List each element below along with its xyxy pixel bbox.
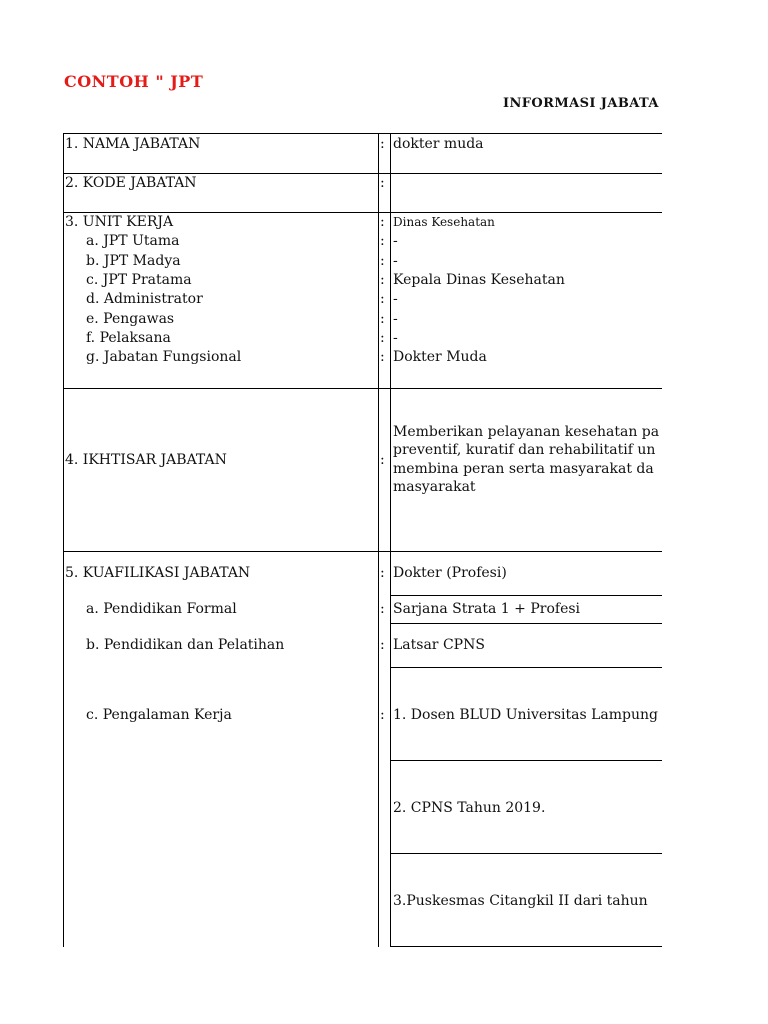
colon: : — [380, 311, 385, 327]
colon: : — [380, 233, 385, 249]
colon: : — [380, 291, 385, 307]
ikhtisar-line: preventif, kuratif dan rehabilitatif un — [393, 442, 656, 458]
colon: : — [380, 214, 385, 230]
unit-kerja-item-value: - — [393, 311, 398, 327]
nama-jabatan-value: dokter muda — [393, 136, 484, 152]
unit-kerja-item-label: b. JPT Madya — [86, 253, 181, 269]
unit-kerja-item-value: - — [393, 253, 398, 269]
value-column-left-border — [390, 133, 391, 947]
unit-kerja-item-value: - — [393, 291, 398, 307]
unit-kerja-item-label: c. JPT Pratama — [86, 272, 192, 288]
colon: : — [380, 272, 385, 288]
colon-column-left-border — [378, 133, 379, 947]
kualifikasi-label: 5. KUAFILIKASI JABATAN — [65, 565, 251, 581]
unit-kerja-item-value: Dokter Muda — [393, 349, 487, 365]
unit-kerja-item-label: d. Administrator — [86, 291, 203, 307]
value-divider — [390, 760, 662, 761]
colon: : — [380, 601, 385, 617]
pengalaman-kerja-label: c. Pengalaman Kerja — [86, 707, 232, 723]
kode-jabatan-label: 2. KODE JABATAN — [65, 175, 197, 191]
unit-kerja-item-value: - — [393, 330, 398, 346]
unit-kerja-item-value: - — [393, 233, 398, 249]
pengalaman-item: 3.Puskesmas Citangkil II dari tahun — [393, 893, 648, 909]
colon: : — [380, 452, 385, 468]
colon: : — [380, 565, 385, 581]
table-left-border — [63, 133, 64, 947]
ikhtisar-line: masyarakat — [393, 479, 476, 495]
table-top-border — [63, 133, 662, 134]
document-title: CONTOH " JPT — [64, 72, 204, 91]
value-divider — [390, 595, 662, 596]
row-divider — [63, 551, 662, 552]
unit-kerja-item-label: e. Pengawas — [86, 311, 175, 327]
colon: : — [380, 175, 385, 191]
unit-kerja-item-label: a. JPT Utama — [86, 233, 180, 249]
unit-kerja-item-label: f. Pelaksana — [86, 330, 171, 346]
value-divider — [390, 853, 662, 854]
value-divider — [390, 623, 662, 624]
diklat-value: Latsar CPNS — [393, 637, 485, 653]
nama-jabatan-label: 1. NAMA JABATAN — [65, 136, 201, 152]
unit-kerja-label: 3. UNIT KERJA — [65, 214, 174, 230]
pengalaman-item: 2. CPNS Tahun 2019. — [393, 800, 546, 816]
colon: : — [380, 637, 385, 653]
unit-kerja-item-label: g. Jabatan Fungsional — [86, 349, 242, 365]
colon: : — [380, 136, 385, 152]
unit-kerja-value: Dinas Kesehatan — [393, 215, 495, 229]
ikhtisar-line: Memberikan pelayanan kesehatan pa — [393, 424, 660, 440]
pendidikan-formal-label: a. Pendidikan Formal — [86, 601, 237, 617]
ikhtisar-line: membina peran serta masyarakat da — [393, 461, 654, 477]
document-subtitle: INFORMASI JABATA — [503, 96, 659, 111]
unit-kerja-item-value: Kepala Dinas Kesehatan — [393, 272, 565, 288]
diklat-label: b. Pendidikan dan Pelatihan — [86, 637, 285, 653]
kualifikasi-value: Dokter (Profesi) — [393, 565, 507, 581]
colon: : — [380, 707, 385, 723]
value-divider — [390, 667, 662, 668]
colon: : — [380, 330, 385, 346]
ikhtisar-jabatan-label: 4. IKHTISAR JABATAN — [65, 452, 227, 468]
row-divider — [63, 388, 662, 389]
colon: : — [380, 349, 385, 365]
value-divider — [390, 946, 662, 947]
pendidikan-formal-value: Sarjana Strata 1 + Profesi — [393, 601, 581, 617]
pengalaman-item: 1. Dosen BLUD Universitas Lampung — [393, 707, 659, 723]
colon: : — [380, 253, 385, 269]
